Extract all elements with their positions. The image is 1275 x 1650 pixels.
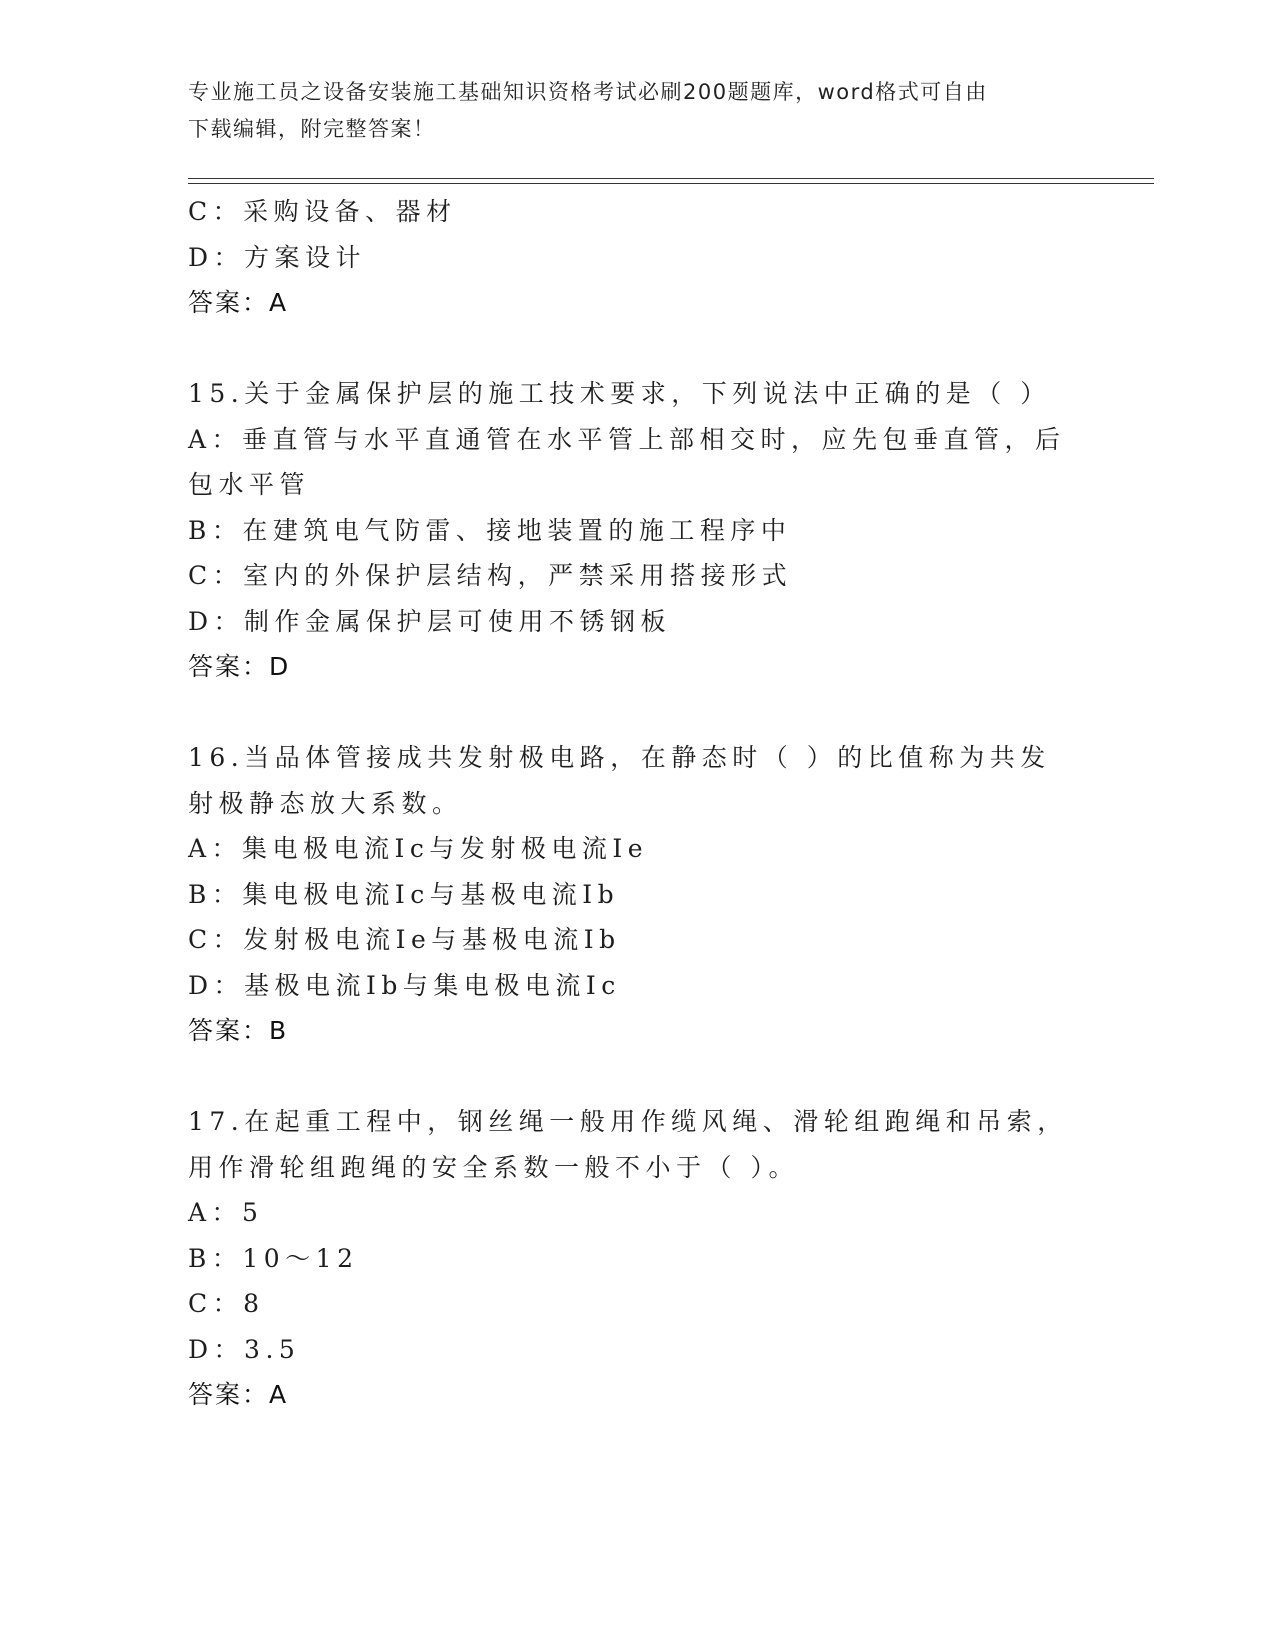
previous-question-block — [188, 189, 1088, 326]
question-content — [188, 189, 1088, 1418]
header-line-2: 下载编辑，附完整答案！ — [188, 117, 436, 141]
option-d: D：基极电流Ib与集电极电流Ic — [188, 970, 621, 1000]
option-a: A：5 — [188, 1198, 264, 1227]
option-d: D：3.5 — [188, 1334, 301, 1364]
question-17 — [188, 1099, 1088, 1418]
question-stem: 15.关于金属保护层的施工技术要求，下列说法中正确的是（ ） — [188, 379, 1051, 408]
answer-line: 答案：D — [188, 652, 291, 681]
option-c: C：采购设备、器材 — [188, 197, 457, 226]
header-divider-top — [188, 178, 1154, 179]
option-c: C：室内的外保护层结构，严禁采用搭接形式 — [188, 561, 793, 590]
option-d: D：方案设计 — [188, 242, 367, 272]
option-d: D：制作金属保护层可使用不锈钢板 — [188, 606, 672, 636]
option-c: C：8 — [188, 1289, 265, 1318]
option-c: C：发射极电流Ie与基极电流Ib — [188, 925, 621, 954]
question-16 — [188, 735, 1088, 1054]
answer-line: 答案：B — [188, 1016, 289, 1045]
question-15 — [188, 371, 1088, 690]
option-b: B：在建筑电气防雷、接地装置的施工程序中 — [188, 515, 792, 545]
option-b: B：10～12 — [188, 1243, 359, 1273]
option-a: A：集电极电流Ic与发射极电流Ie — [188, 834, 649, 863]
option-a: A：垂直管与水平直通管在水平管上部相交时，应先包垂直管，后包水平管 — [188, 424, 1066, 499]
question-stem: 17.在起重工程中，钢丝绳一般用作缆风绳、滑轮组跑绳和吊索，用作滑轮组跑绳的安全系数一般不小于（ ）。 — [188, 1107, 1068, 1182]
answer-line: 答案：A — [188, 1380, 289, 1409]
answer-line: 答案：A — [188, 288, 289, 317]
question-stem: 16.当品体管接成共发射极电路，在静态时（ ）的比值称为共发射极静态放大系数。 — [188, 743, 1051, 818]
spacer — [188, 326, 1088, 372]
header-divider-bottom — [188, 183, 1154, 184]
document-header — [188, 74, 1068, 148]
spacer — [188, 690, 1088, 736]
header-line-1: 专业施工员之设备安装施工基础知识资格考试必刷200题题库，word格式可自由 — [188, 80, 988, 104]
option-b: B：集电极电流Ic与基极电流Ib — [188, 879, 620, 909]
spacer — [188, 1054, 1088, 1100]
